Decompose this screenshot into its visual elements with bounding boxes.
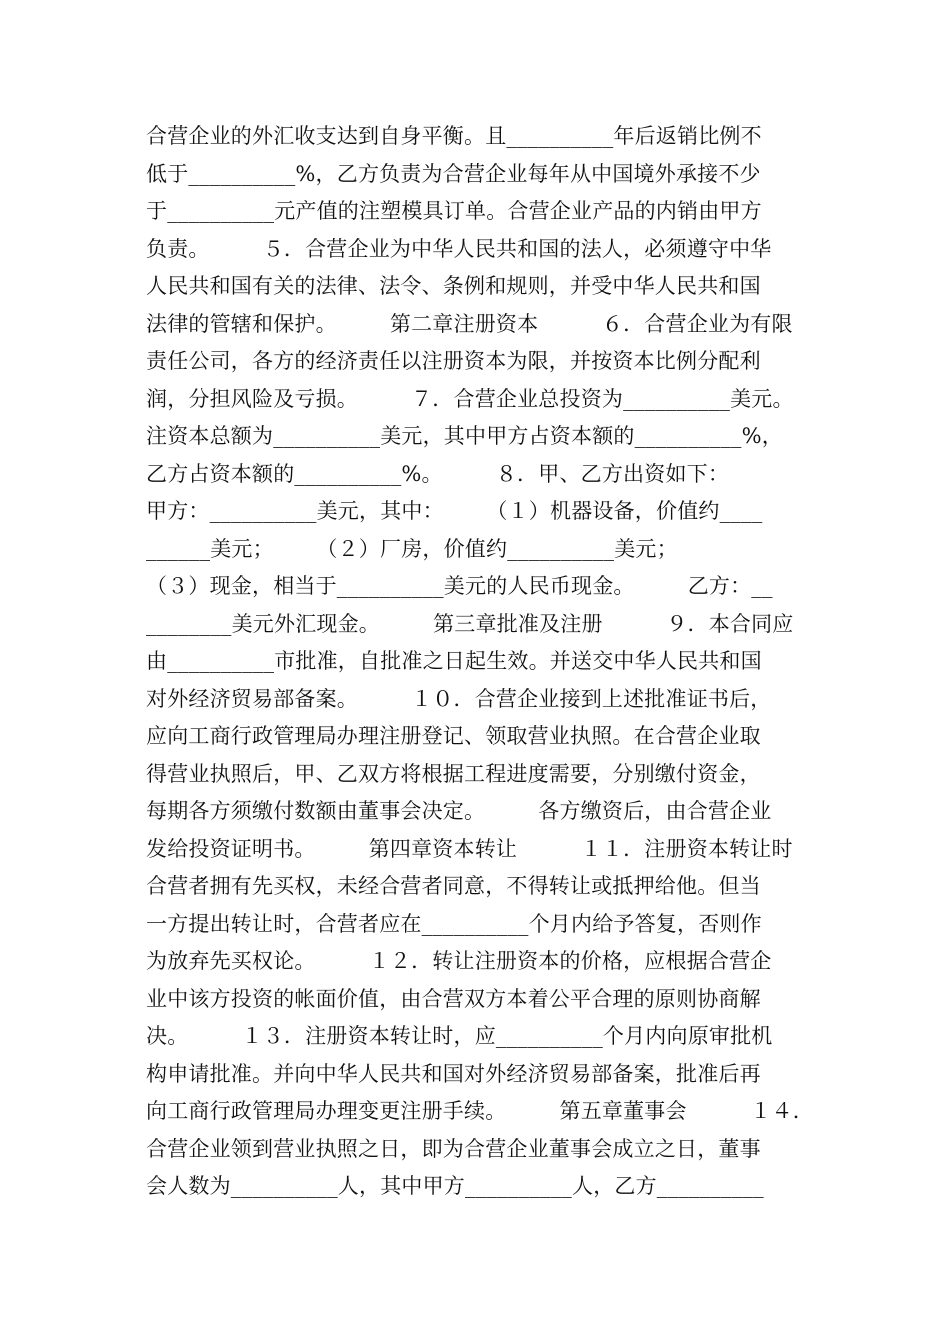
text-line: 一方提出转让时，合营者应在__________个月内给予答复，否则作 [146,911,762,936]
text-line: 甲方：__________美元，其中： （１）机器设备，价值约____ [146,499,763,523]
text-line: 会人数为__________人，其中甲方__________人，乙方__________ [146,1174,764,1198]
text-line: 合营者拥有先买权，未经合营者同意，不得转让或抵押给他。但当 [146,874,761,898]
text-line: 责任公司，各方的经济责任以注册资本为限，并按资本比例分配利 [146,349,761,373]
text-line: 合营企业领到营业执照之日，即为合营企业董事会成立之日，董事 [146,1136,761,1161]
text-line: 负责。 ５．合营企业为中华人民共和国的法人，必须遵守中华 [146,236,772,261]
text-line: 法律的管辖和保护。 第二章注册资本 ６．合营企业为有限 [146,311,793,336]
text-line: 发给投资证明书。 第四章资本转让 １１．注册资本转让时 [146,836,793,861]
text-line: 低于__________%，乙方负责为合营企业每年从中国境外承接不少 [146,161,761,186]
text-line: （３）现金，相当于__________美元的人民币现金。 乙方：__ [146,574,773,598]
text-line: 业中该方投资的帐面价值，由合营双方本着公平合理的原则协商解 [146,986,761,1011]
text-line: 人民共和国有关的法律、法令、条例和规则，并受中华人民共和国 [146,274,761,298]
text-line: 每期各方须缴付数额由董事会决定。 各方缴资后，由合营企业 [146,799,772,823]
text-line: ______美元； （２）厂房，价值约__________美元； [146,536,678,561]
text-line: 润，分担风险及亏损。 ７．合营企业总投资为__________美元。 [146,386,794,411]
text-line: 合营企业的外汇收支达到自身平衡。且__________年后返销比例不 [146,124,762,148]
contract-text [146,118,826,1206]
text-line: 注资本总额为__________美元，其中甲方占资本额的__________%， [146,424,783,448]
text-line: 决。 １３．注册资本转让时，应__________个月内向原审批机 [146,1024,773,1048]
text-line: 于__________元产值的注塑模具订单。合营企业产品的内销由甲方 [146,199,762,223]
text-line: 构申请批准。并向中华人民共和国对外经济贸易部备案，批准后再 [146,1061,761,1086]
text-line: 应向工商行政管理局办理注册登记、领取营业执照。在合营企业取 [146,724,761,748]
text-line: 乙方占资本额的__________%。 ８．甲、乙方出资如下： [146,461,730,486]
text-line: 向工商行政管理局办理变更注册手续。 第五章董事会 １４． [146,1099,814,1123]
text-line: 为放弃先买权论。 １２．转让注册资本的价格，应根据合营企 [146,949,772,973]
text-line: 由__________市批准，自批准之日起生效。并送交中华人民共和国 [146,649,762,673]
text-line: 得营业执照后，甲、乙双方将根据工程进度需要，分别缴付资金， [146,761,761,786]
text-line: 对外经济贸易部备案。 １０．合营企业接到上述批准证书后， [146,686,772,711]
text-line: ________美元外汇现金。 第三章批准及注册 ９．本合同应 [146,611,794,636]
